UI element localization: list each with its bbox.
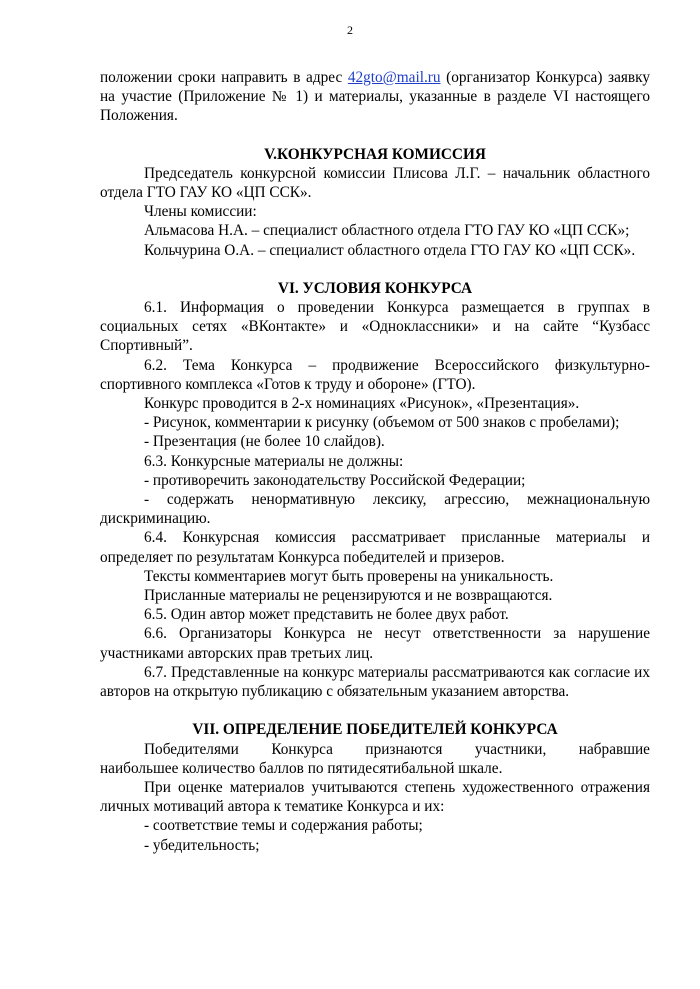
clause-6-7: 6.7. Представленные на конкурс материалы рассматриваются как согласие их авторов на открытую публикацию с обязательным указанием авторства.	[100, 663, 650, 701]
email-link[interactable]: 42gto@mail.ru	[347, 69, 441, 86]
intro-text-before: положении сроки направить в адрес	[100, 69, 348, 86]
commission-member-1: Альмасова Н.А. – специалист областного отдела ГТО ГАУ КО «ЦП ССК»;	[144, 222, 630, 240]
nomination-drawing: - Рисунок, комментарии к рисунку (объемом от 500 знаков с пробелами);	[144, 414, 620, 432]
commission-members-label: Члены комиссии:	[144, 203, 257, 221]
clause-6-3-item-2: - содержать ненормативную лексику, агрессию, межнациональную дискриминацию.	[100, 491, 650, 528]
clause-6-1: 6.1. Информация о проведении Конкурса размещается в группах в социальных сетях «ВКонтакте» и «Одноклассники» и на сайте “Кузбасс Спортивный”.	[100, 299, 650, 355]
criterion-theme: - соответствие темы и содержания работы;	[144, 817, 423, 835]
section-6-title: VI. УСЛОВИЯ КОНКУРСА	[277, 279, 473, 297]
evaluation-criteria-intro: При оценке материалов учитываются степень художественного отражения личных мотиваций автора к тематике Конкурса и их:	[100, 778, 650, 816]
winners-paragraph	[100, 740, 650, 778]
page-number: 2	[347, 23, 353, 37]
clause-6-6: 6.6. Организаторы Конкурса не несут ответственности за нарушение участниками авторских прав третьих лиц.	[100, 625, 650, 662]
clause-6-2: 6.2. Тема Конкурса – продвижение Всероссийского физкультурно-спортивного комплекса «Готов к труду и обороне» (ГТО).	[100, 356, 650, 393]
clause-6-3-item-1: - противоречить законодательству Российской Федерации;	[144, 471, 526, 489]
uniqueness-note: Тексты комментариев могут быть проверены на уникальность.	[144, 567, 554, 585]
intro-paragraph	[100, 68, 650, 126]
document-body	[100, 68, 650, 855]
criterion-persuasiveness: - убедительность;	[144, 836, 260, 854]
nomination-presentation: - Презентация (не более 10 слайдов).	[144, 433, 385, 451]
winners-first-line: Победителями Конкурса признаются участники, набравшие	[144, 740, 650, 758]
clause-6-5: 6.5. Один автор может представить не более двух работ.	[144, 606, 509, 624]
commission-member-2: Кольчурина О.А. – специалист областного отдела ГТО ГАУ КО «ЦП ССК».	[144, 241, 636, 259]
clause-6-3: 6.3. Конкурсные материалы не должны:	[144, 452, 404, 470]
intro-text-after: (организатор Конкурса) заявку на участие (Приложение № 1) и материалы, указанные в разделе VI настоящего Положения.	[100, 69, 650, 125]
winners-rest: наибольшее количество баллов по пятидесятибальной шкале.	[100, 759, 503, 777]
section-5-title: V.КОНКУРСНАЯ КОМИССИЯ	[264, 145, 486, 163]
nominations: Конкурс проводится в 2-х номинациях «Рисунок», «Презентация».	[144, 395, 580, 413]
no-return-note: Присланные материалы не рецензируются и не возвращаются.	[144, 587, 553, 605]
clause-6-4: 6.4. Конкурсная комиссия рассматривает присланные материалы и определяет по результатам Конкурса победителей и призеров.	[100, 529, 650, 566]
commission-chair: Председатель конкурсной комиссии Плисова Л.Г. – начальник областного отдела ГТО ГАУ КО «ЦП ССК».	[100, 164, 650, 202]
section-7-title: VII. ОПРЕДЕЛЕНИЕ ПОБЕДИТЕЛЕЙ КОНКУРСА	[192, 721, 558, 739]
